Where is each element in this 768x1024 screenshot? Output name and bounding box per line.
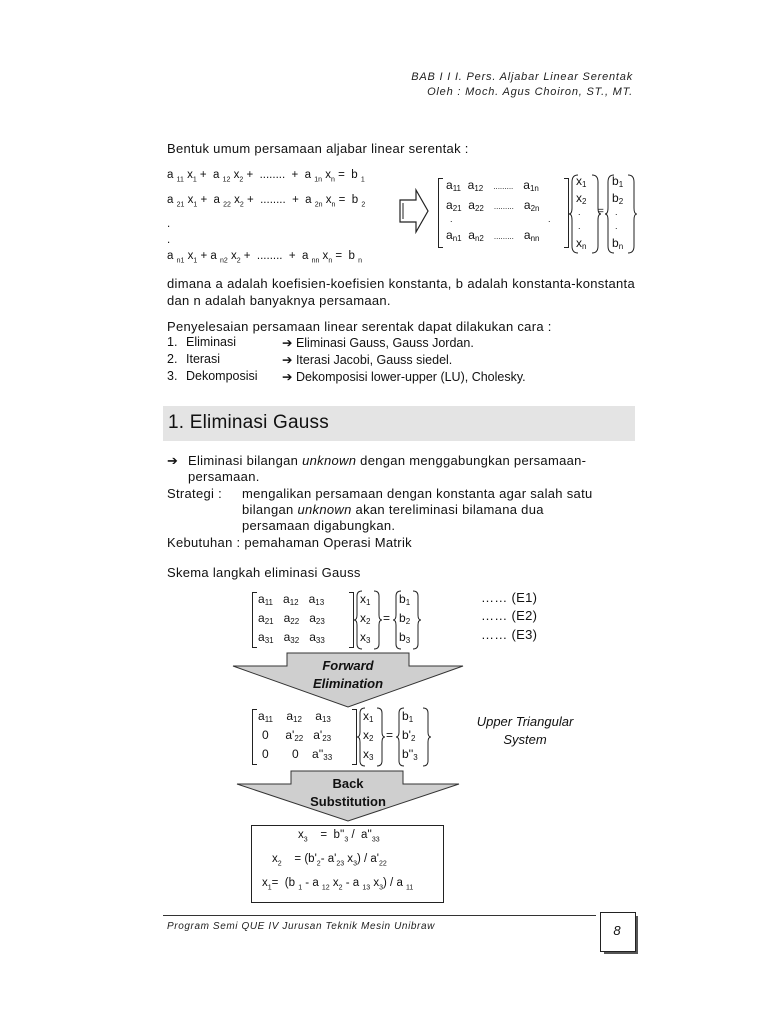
method-num: 1.: [167, 335, 178, 349]
equation-label-e2: …… (E2): [481, 608, 538, 623]
method-name: Dekomposisi: [186, 369, 258, 383]
strategi-label: Strategi :: [167, 486, 223, 501]
general-matrix-form: a11 a12 ......... a1n a21 a22 ......... a2n . . an1 an2 ......... ann x1 x2 . . xn = b1 b2 . . bn: [438, 174, 638, 254]
back-label-1: Back: [332, 776, 364, 791]
general-equation-2: a $_{21}$ $x_1 + a$ $_{22}$ $x_2$ + ........ + a $_{2n}$ $x_n = b$ $_2$: [167, 194, 366, 209]
strategi-text: bilangan: [242, 502, 294, 517]
implies-arrow-icon: [398, 188, 430, 234]
equation-label-e3: …… (E3): [481, 627, 538, 642]
upper-triangular-matrix: a11 a12 a13 0 a'22 a'23 0 0 a''33 x1 x2 x3 = b1 b'2 b''3: [252, 707, 442, 767]
footer-divider: [163, 915, 596, 916]
forward-label-2: Elimination: [312, 676, 384, 691]
method-detail: ➔ Dekomposisi lower-upper (LU), Cholesky.: [282, 370, 526, 384]
back-label-2: Substitution: [310, 794, 386, 809]
bullet-text: Eliminasi bilangan: [188, 453, 299, 468]
bullet-unknown: unknown: [302, 453, 357, 468]
strategi-text: akan tereliminasi bilamana dua: [355, 502, 544, 517]
method-name: Eliminasi: [186, 335, 237, 349]
general-equation-dots-1: .: [167, 218, 171, 230]
bullet-continuation: persamaan.: [188, 469, 260, 484]
upper-triangular-label-2: System: [503, 732, 547, 747]
equation-label-e1: …… (E1): [481, 590, 538, 605]
general-equation-n: a $_{n1}$ $x_1 + a$ $_{n2}$ $x_2$ + ........ + a $_{nn}$ $x_n = b$ $_n$: [167, 250, 363, 265]
method-name: Iterasi: [186, 352, 221, 366]
strategi-line-3: persamaan digabungkan.: [242, 518, 396, 533]
bullet-line: [188, 453, 635, 468]
section-title: 1. Eliminasi Gauss: [168, 412, 329, 433]
upper-triangular-label-1: Upper Triangular: [476, 714, 574, 729]
method-num: 3.: [167, 369, 178, 383]
method-detail: ➔ Iterasi Jacobi, Gauss siedel.: [282, 353, 453, 367]
header-author: Oleh : Moch. Agus Choiron, ST., MT.: [427, 86, 633, 98]
method-num: 2.: [167, 352, 178, 366]
method-detail: ➔ Eliminasi Gauss, Gauss Jordan.: [282, 336, 474, 350]
strategi-unknown: unknown: [297, 502, 352, 517]
bullet-text: dengan menggabungkan persamaan-: [360, 453, 587, 468]
arrow-bullet-icon: ➔: [167, 453, 179, 468]
intro-paragraph: dimana a adalah koefisien-koefisien konstanta, b adalah konstanta-konstanta dan n adalah banyaknya persamaan.: [167, 276, 635, 308]
general-equation-1: a $_{11}$ $x_1 + a$ $_{12}$ $x_2$ + ........ + a $_{1n}$ $x_n = b$ $_1$: [167, 169, 365, 184]
forward-label-1: Forward: [322, 658, 374, 673]
solution-x2: $x_2$ = ($b'_2-$ $a'_{23}$ $x_3) / a'_{22}$: [272, 853, 387, 868]
strategi-line-2: [242, 502, 544, 517]
strategi-line-1: mengalikan persamaan dengan konstanta agar salah satu: [242, 486, 593, 501]
general-equation-dots-2: .: [167, 234, 171, 246]
kebutuhan-line: Kebutuhan : pemahaman Operasi Matrik: [167, 535, 412, 550]
skema-heading: Skema langkah eliminasi Gauss: [167, 565, 361, 580]
methods-heading: Penyelesaian persamaan linear serentak dapat dilakukan cara :: [167, 319, 552, 334]
original-matrix-system: a11 a12 a13 a21 a22 a23 a31 a32 a33 x1 x2 x3 = b1 b2 b3: [252, 590, 432, 650]
page-number: 8: [613, 923, 621, 938]
solution-x1: $x_1= (b$ $_1$ - a $_{12}$ $x_2$ - a $_{13}$ $x_3$) / a $_{11}$: [262, 877, 414, 892]
header-chapter: BAB I I I. Pers. Aljabar Linear Serentak: [411, 71, 633, 83]
footer-text: Program Semi QUE IV Jurusan Teknik Mesin Unibraw: [167, 921, 435, 932]
solution-x3: $x_3$ = $b''_3 / a''_{33}$: [298, 829, 380, 844]
intro-heading: Bentuk umum persamaan aljabar linear serentak :: [167, 141, 469, 156]
